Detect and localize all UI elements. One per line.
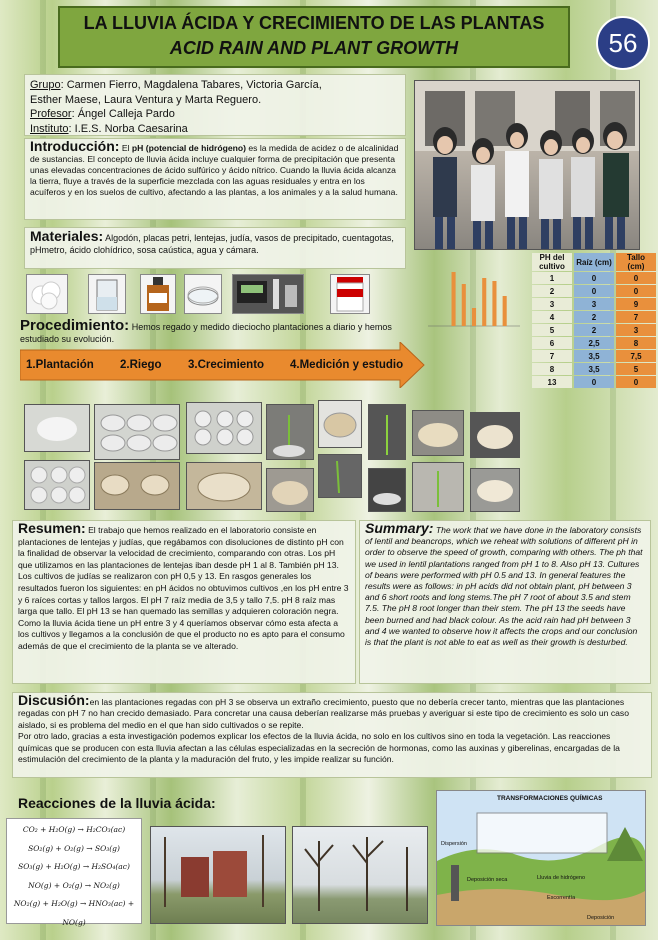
table-cell: 0 — [616, 272, 656, 284]
tallo-bar-chart — [424, 262, 524, 328]
table-cell: 0 — [574, 272, 614, 284]
equation: NO₂(g) + H₂O(g) → HNO₃(ac) + NO(g) — [13, 899, 135, 927]
table-cell: 0 — [616, 376, 656, 388]
chart-bar — [462, 284, 466, 326]
materiales-panel — [24, 227, 406, 269]
title-spanish: LA LLUVIA ÁCIDA Y CRECIMIENTO DE LAS PLANTAS — [83, 13, 545, 33]
experiment-photo — [318, 400, 362, 448]
experiment-photo — [412, 462, 464, 512]
table-cell: 2 — [574, 324, 614, 336]
diagram-title: TRANSFORMACIONES QUÍMICAS — [497, 795, 603, 802]
beaker-image — [88, 274, 126, 314]
poster-number-badge: 56 — [596, 16, 650, 70]
equation: SO₃(g) + H₂O(g) → H₂SO₄(ac) — [18, 862, 130, 871]
equation: SO₂(g) + O₂(g) → SO₃(g) — [28, 843, 120, 853]
acid-bottle-image — [140, 274, 176, 314]
step-riego: 2.Riego — [120, 359, 162, 371]
experiment-photo — [368, 404, 406, 460]
header-ph: PH del cultivo — [532, 253, 572, 271]
instituto-name: : I.E.S. Norba Caesarina — [68, 122, 188, 135]
chart-bar — [472, 308, 476, 326]
experiment-photo — [470, 412, 520, 458]
materiales-heading: Materiales: — [30, 228, 104, 244]
intro-heading: Introducción: — [30, 138, 120, 154]
table-cell: 5 — [616, 363, 656, 375]
phmeter-image — [232, 274, 304, 314]
equation: NO(g) + O₂(g) → NO₂(g) — [28, 880, 120, 890]
cotton-image — [26, 274, 68, 314]
street-photo — [150, 826, 286, 924]
chart-bar — [492, 281, 496, 326]
table-cell: 5 — [532, 324, 572, 336]
resumen-text: El trabajo que hemos realizado en el laboratorio consiste en plantaciones de lentejas y judías, que regábamos con disoluciones de distinto pH con la finalidad de observar la velocidad de crecimiento, comparando con otras. Los pH que utilizamos en las plantaciones de lentejas iban desde pH 1 al 8. También pH 13. Los cultivos de judías se realizaron con pH 0,5 y 13. En rasgos generales los resultados fueron los siguientes: en pH ácidos no obtuvimos cultivos ,en los pH entre 3 y 6 raíces cortas y tallos largos. El pH 7 raíz media de 3,5 y tallo 7,5. pH 8 raíz mas larga que tallo. El pH 13 se han quemado las semillas y adquieren coloración negra. Como la lluvia ácida tiene un pH entre 3 y 4 queríamos observar cómo esta afecta a los cultivos y llegamos a la conclusión de que el producto no es apto para el consumo además de que el crecimiento de la planta se ve alterado. — [18, 525, 349, 651]
authors-panel — [24, 74, 406, 136]
table-cell: 8 — [616, 337, 656, 349]
summary-panel — [359, 520, 651, 684]
experiment-photo — [470, 468, 520, 512]
table-row — [532, 363, 656, 375]
table-cell: 8 — [532, 363, 572, 375]
table-row — [532, 324, 656, 336]
experiment-photo — [24, 404, 90, 452]
table-cell: 1 — [532, 272, 572, 284]
header-raiz: Raíz (cm) — [574, 253, 614, 271]
instituto-label: Instituto — [30, 122, 69, 135]
reacciones-heading: Reacciones de la lluvia ácida: — [18, 795, 216, 811]
resumen-panel — [12, 520, 356, 684]
intro-text: es la medida de acidez o de alcalinidad de sustancias. El concepto de lluvia ácida incluye cualquier forma de precipitación que presenta unas elevadas concentraciones de ácido sulfúrico y ácido nítrico. Cuando la lluvia ácida alcanza la tierra, fluye a través de la superficie mezclada con las aguas residuales y entra en los acuíferos y en los suelos de cultivo, afectando a las plantas, a los animales y a la salud humana. — [30, 143, 399, 197]
table-cell: 0 — [574, 285, 614, 297]
table-cell: 7 — [616, 311, 656, 323]
equation: CO₂ + H₂O(g) → H₂CO₃(ac) — [22, 825, 126, 834]
table-cell: 0 — [574, 376, 614, 388]
results-table — [530, 252, 658, 389]
chemical-equations — [6, 818, 142, 927]
step-plantacion: 1.Plantación — [26, 359, 94, 371]
trees-photo — [292, 826, 428, 924]
table-cell: 7 — [532, 350, 572, 362]
chart-bar — [503, 296, 507, 326]
experiment-photo — [412, 410, 464, 456]
materiales-text: Algodón, placas petri, lentejas, judía, vasos de precipitado, cuentagotas, pHmetro, ácido clohídrico, sosa caústica, agua y cámara. — [30, 233, 394, 255]
table-cell: 3 — [616, 324, 656, 336]
discusion-heading: Discusión: — [18, 692, 90, 708]
group-photo-illustration — [415, 81, 640, 250]
table-cell: 6 — [532, 337, 572, 349]
group-photo — [414, 80, 640, 250]
table-cell: 2,5 — [574, 337, 614, 349]
table-cell: 2 — [532, 285, 572, 297]
discusion-panel — [12, 692, 652, 778]
chart-bar — [452, 272, 456, 326]
table-cell: 3,5 — [574, 363, 614, 375]
table-row — [532, 285, 656, 297]
procedimiento-heading: Procedimiento: — [20, 317, 130, 334]
title-english: ACID RAIN AND PLANT GROWTH — [169, 38, 459, 58]
table-row — [532, 337, 656, 349]
summary-heading: Summary: — [365, 520, 434, 536]
table-row — [532, 272, 656, 284]
table-row — [532, 298, 656, 310]
caustic-soda-image — [330, 274, 370, 314]
experiment-photo — [318, 454, 362, 498]
table-row — [532, 311, 656, 323]
table-cell: 0 — [616, 285, 656, 297]
discusion-text-1: en las plantaciones regadas con pH 3 se observa un extraño crecimiento, puesto que no debería crecer tanto, mientras que las plantaciones regadas con pH 7 no han crecido demasiado. Para concretar una causa deberían realizarse más pruebas y averiguar si este tipo de crecimiento es solo un caso aislado, si es problema del medio en el que han sido cultivados o se repite. — [18, 697, 629, 730]
table-cell: 13 — [532, 376, 572, 388]
diagram-label: Dispersión — [441, 841, 467, 847]
diagram-label: Lluvia de hidrógeno — [537, 875, 586, 881]
intro-bold: pH (potencial de hidrógeno) — [131, 143, 246, 153]
table-row — [532, 376, 656, 388]
grupo-names-2: Esther Maese, Laura Ventura y Marta Reguero. — [30, 93, 262, 106]
step-medicion: 4.Medición y estudio — [290, 359, 404, 371]
diagram-label: Deposición seca — [467, 877, 508, 883]
grupo-names: : Carmen Fierro, Magdalena Tabares, Victoria García, — [60, 79, 322, 91]
resumen-heading: Resumen: — [18, 520, 86, 536]
summary-text: The work that we have done in the laboratory consists of lentil and beancrops, which we reheat with solutions of different pH in order to observe the speed of growth, comparing with others. The ph that we used in lentil plantations ranged from pH 1 to 8. Also pH 13. Cultures of beans were performed with pH 0.5 and 13. In general features the results were as follows: in pH acids did not obtain plant, pH between 3 and 6 short roots and long stems.The pH 7 root of about 3.5 and stem 7.5. The pH 8 root longer than their stem. The pH 13 the seeds have been burned and had black colour. As the acid rain had pH between 3 and 4 we wanted to observe how it affects the crops and our conclusion is that the plant is not able to eat as well as their growth is desturbed. — [365, 525, 643, 648]
experiment-photo — [266, 468, 314, 512]
intro-lead: El — [119, 143, 132, 153]
grupo-label: Grupo — [30, 79, 61, 91]
table-cell: 4 — [532, 311, 572, 323]
procedimiento-text: Hemos regado y medido dieciocho plantaciones a diario y hemos estudiado su evolución. — [20, 322, 392, 344]
header-tallo: Tallo (cm) — [616, 253, 656, 271]
table-cell: 7,5 — [616, 350, 656, 362]
table-cell: 2 — [574, 311, 614, 323]
poster-title — [58, 6, 570, 68]
table-cell: 3 — [532, 298, 572, 310]
discusion-text-2: Por otro lado, gracias a esta investigación podemos explicar los efectos de la lluvia ácida, no solo en los cultivos sino en toda la vegetación. Las reacciones químicas que se producen con esta lluvia afectan a las células especializadas en la secreción de hormonas, como las auxinas y giberelinas, encargadas de la estimulación del crecimiento de la planta y la maduración del fruto, y les impide realizar su función. — [18, 731, 620, 765]
experiment-photo — [94, 462, 180, 510]
profesor-name: : Ángel Calleja Pardo — [71, 108, 175, 120]
chemical-transformations-diagram — [436, 790, 646, 926]
experiment-photo — [368, 468, 406, 512]
table-cell: 9 — [616, 298, 656, 310]
table-header-row — [532, 253, 656, 271]
step-crecimiento: 3.Crecimiento — [188, 359, 265, 371]
diagram-label: Deposición — [587, 915, 615, 921]
experiment-photo — [94, 404, 180, 460]
intro-panel — [24, 138, 406, 220]
experiment-photo — [24, 460, 90, 510]
experiment-photo — [186, 462, 262, 510]
experiment-photo — [266, 404, 314, 460]
table-cell: 3,5 — [574, 350, 614, 362]
table-row — [532, 350, 656, 362]
table-cell: 3 — [574, 298, 614, 310]
chart-bar — [482, 278, 486, 326]
petri-dish-image — [184, 274, 222, 314]
experiment-photo — [186, 402, 262, 454]
profesor-label: Profesor — [30, 108, 72, 120]
diagram-label: Escorrentía — [547, 895, 576, 901]
